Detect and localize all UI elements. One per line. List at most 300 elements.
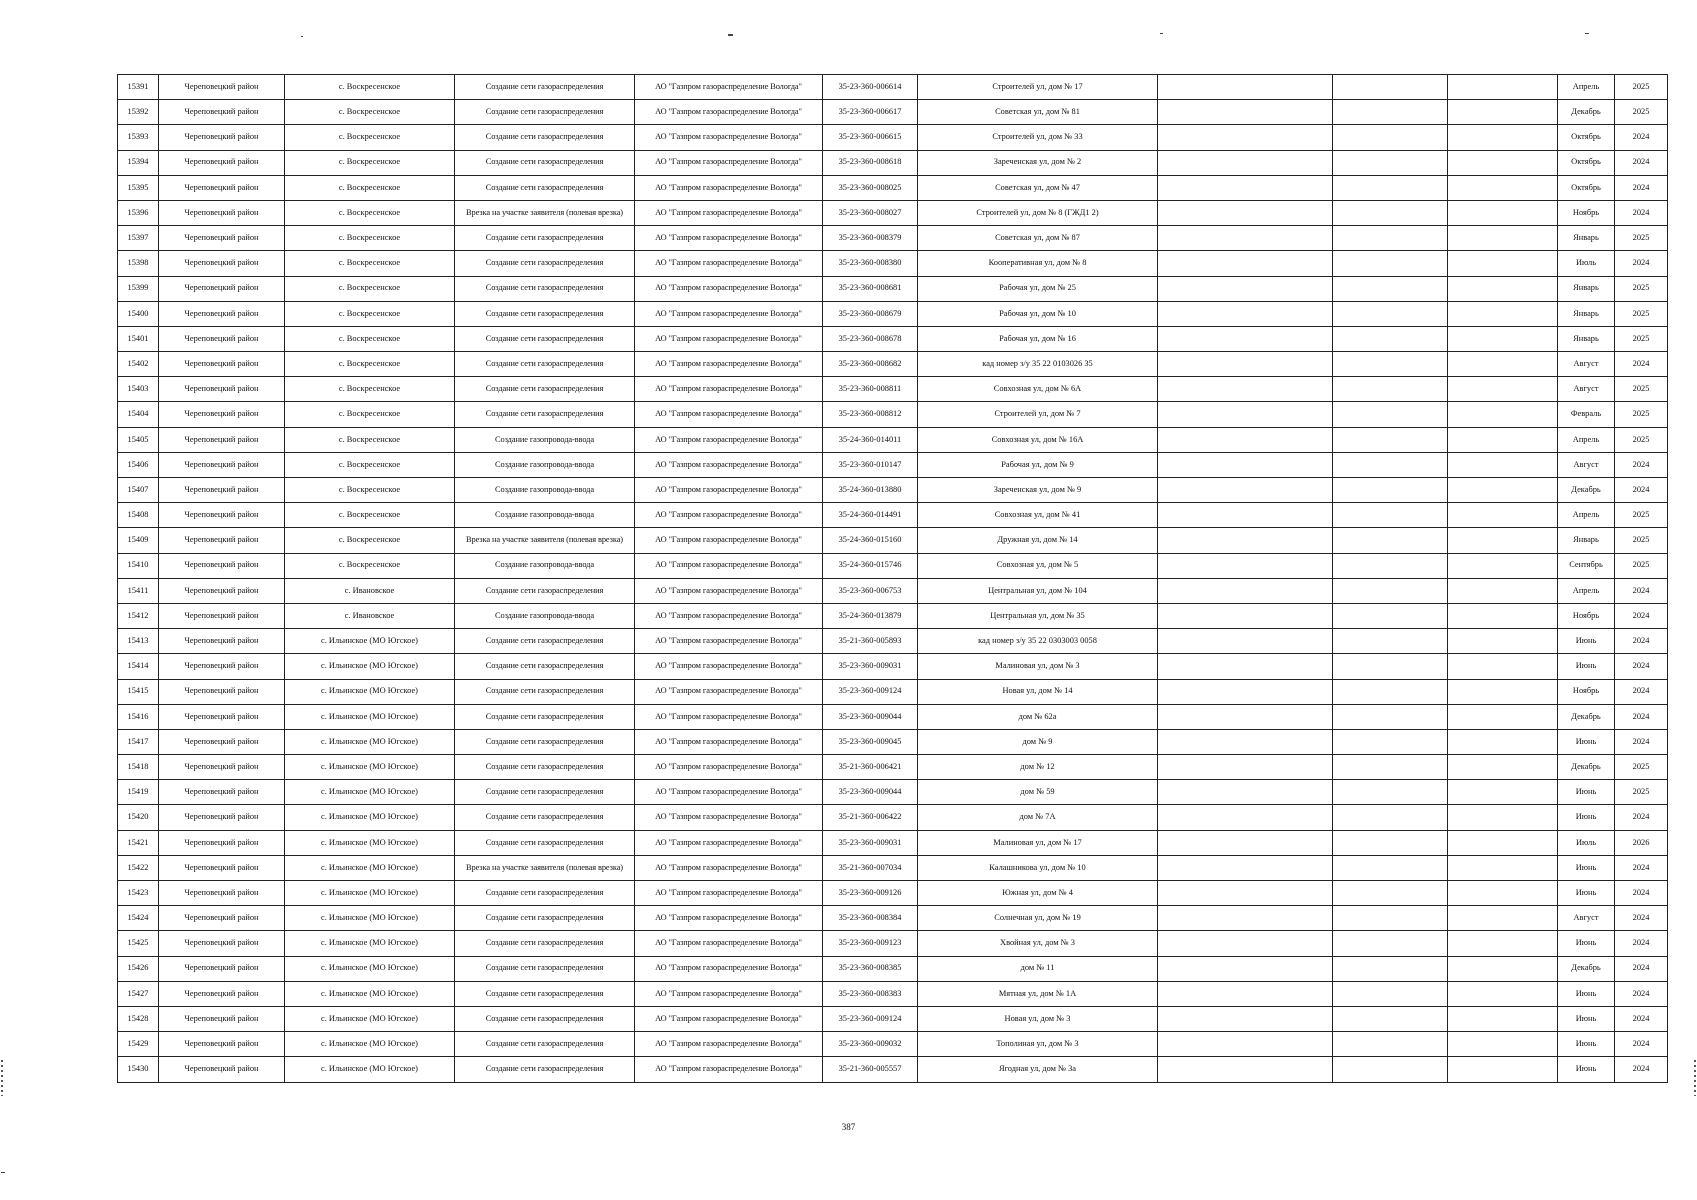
empty-cell <box>1333 75 1448 100</box>
empty-cell <box>1333 729 1448 754</box>
settlement-cell: с. Воскресенское <box>285 251 455 276</box>
year-cell: 2025 <box>1615 553 1668 578</box>
empty-cell <box>1158 654 1333 679</box>
empty-cell <box>1333 981 1448 1006</box>
year-cell: 2025 <box>1615 427 1668 452</box>
application-code-cell: 35-23-360-009124 <box>823 679 918 704</box>
settlement-cell: с. Воскресенское <box>285 125 455 150</box>
empty-cell <box>1333 100 1448 125</box>
work-type-cell: Создание сети газораспределения <box>455 402 635 427</box>
organization-cell: АО "Газпром газораспределение Вологда" <box>635 956 823 981</box>
year-cell: 2025 <box>1615 377 1668 402</box>
empty-cell <box>1333 528 1448 553</box>
organization-cell: АО "Газпром газораспределение Вологда" <box>635 427 823 452</box>
work-type-cell: Создание сети газораспределения <box>455 125 635 150</box>
empty-cell <box>1448 226 1558 251</box>
address-cell: Южная ул, дом № 4 <box>918 881 1158 906</box>
settlement-cell: с. Ильинское (МО Югское) <box>285 855 455 880</box>
row-number-cell: 15420 <box>118 805 159 830</box>
year-cell: 2024 <box>1615 704 1668 729</box>
organization-cell: АО "Газпром газораспределение Вологда" <box>635 906 823 931</box>
application-code-cell: 35-23-360-006614 <box>823 75 918 100</box>
empty-cell <box>1158 780 1333 805</box>
organization-cell: АО "Газпром газораспределение Вологда" <box>635 1006 823 1031</box>
table-row <box>118 629 1668 654</box>
address-cell: кад номер з/у 35 22 0303003 0058 <box>918 629 1158 654</box>
month-cell: Август <box>1558 452 1615 477</box>
empty-cell <box>1333 478 1448 503</box>
empty-cell <box>1158 226 1333 251</box>
year-cell: 2024 <box>1615 679 1668 704</box>
empty-cell <box>1448 251 1558 276</box>
address-cell: Солнечная ул, дом № 19 <box>918 906 1158 931</box>
row-number-cell: 15428 <box>118 1006 159 1031</box>
year-cell: 2025 <box>1615 402 1668 427</box>
empty-cell <box>1448 603 1558 628</box>
organization-cell: АО "Газпром газораспределение Вологда" <box>635 402 823 427</box>
empty-cell <box>1448 75 1558 100</box>
application-code-cell: 35-24-360-013880 <box>823 478 918 503</box>
work-type-cell: Создание сети газораспределения <box>455 805 635 830</box>
month-cell: Июнь <box>1558 855 1615 880</box>
organization-cell: АО "Газпром газораспределение Вологда" <box>635 805 823 830</box>
organization-cell: АО "Газпром газораспределение Вологда" <box>635 830 823 855</box>
row-number-cell: 15415 <box>118 679 159 704</box>
empty-cell <box>1333 452 1448 477</box>
settlement-cell: с. Ивановское <box>285 578 455 603</box>
table-row <box>118 175 1668 200</box>
table-row <box>118 729 1668 754</box>
month-cell: Январь <box>1558 226 1615 251</box>
month-cell: Июнь <box>1558 780 1615 805</box>
table-row <box>118 276 1668 301</box>
empty-cell <box>1448 729 1558 754</box>
settlement-cell: с. Ильинское (МО Югское) <box>285 729 455 754</box>
year-cell: 2025 <box>1615 301 1668 326</box>
district-cell: Череповецкий район <box>159 200 285 225</box>
application-code-cell: 35-23-360-009031 <box>823 830 918 855</box>
application-code-cell: 35-23-360-008027 <box>823 200 918 225</box>
organization-cell: АО "Газпром газораспределение Вологда" <box>635 704 823 729</box>
application-code-cell: 35-23-360-008679 <box>823 301 918 326</box>
empty-cell <box>1333 1006 1448 1031</box>
year-cell: 2024 <box>1615 603 1668 628</box>
district-cell: Череповецкий район <box>159 780 285 805</box>
empty-cell <box>1448 679 1558 704</box>
table-body <box>118 75 1668 1083</box>
district-cell: Череповецкий район <box>159 427 285 452</box>
table-row <box>118 654 1668 679</box>
year-cell: 2024 <box>1615 1006 1668 1031</box>
table-row <box>118 150 1668 175</box>
application-code-cell: 35-23-360-008379 <box>823 226 918 251</box>
table-row <box>118 981 1668 1006</box>
month-cell: Июнь <box>1558 981 1615 1006</box>
application-code-cell: 35-23-360-008678 <box>823 326 918 351</box>
year-cell: 2024 <box>1615 729 1668 754</box>
empty-cell <box>1158 402 1333 427</box>
table-row <box>118 931 1668 956</box>
year-cell: 2026 <box>1615 830 1668 855</box>
address-cell: Совхозная ул, дом № 41 <box>918 503 1158 528</box>
empty-cell <box>1158 200 1333 225</box>
address-cell: Зареченская ул, дом № 9 <box>918 478 1158 503</box>
application-code-cell: 35-23-360-008385 <box>823 956 918 981</box>
work-type-cell: Создание сети газораспределения <box>455 729 635 754</box>
address-cell: дом № 7А <box>918 805 1158 830</box>
month-cell: Август <box>1558 906 1615 931</box>
settlement-cell: с. Воскресенское <box>285 150 455 175</box>
empty-cell <box>1158 881 1333 906</box>
district-cell: Череповецкий район <box>159 981 285 1006</box>
table-row <box>118 427 1668 452</box>
empty-cell <box>1333 377 1448 402</box>
empty-cell <box>1333 704 1448 729</box>
table-row <box>118 226 1668 251</box>
settlement-cell: с. Ильинское (МО Югское) <box>285 704 455 729</box>
month-cell: Декабрь <box>1558 755 1615 780</box>
address-cell: Центральная ул, дом № 35 <box>918 603 1158 628</box>
empty-cell <box>1158 906 1333 931</box>
year-cell: 2024 <box>1615 200 1668 225</box>
organization-cell: АО "Газпром газораспределение Вологда" <box>635 679 823 704</box>
organization-cell: АО "Газпром газораспределение Вологда" <box>635 352 823 377</box>
empty-cell <box>1333 830 1448 855</box>
table-row <box>118 326 1668 351</box>
year-cell: 2024 <box>1615 956 1668 981</box>
row-number-cell: 15411 <box>118 578 159 603</box>
work-type-cell: Создание газопровода-ввода <box>455 452 635 477</box>
row-number-cell: 15419 <box>118 780 159 805</box>
empty-cell <box>1333 150 1448 175</box>
empty-cell <box>1448 1057 1558 1082</box>
district-cell: Череповецкий район <box>159 629 285 654</box>
empty-cell <box>1448 402 1558 427</box>
address-cell: Дружная ул, дом № 14 <box>918 528 1158 553</box>
address-cell: кад номер з/у 35 22 0103026 35 <box>918 352 1158 377</box>
work-type-cell: Создание сети газораспределения <box>455 1057 635 1082</box>
empty-cell <box>1333 251 1448 276</box>
application-code-cell: 35-23-360-008681 <box>823 276 918 301</box>
empty-cell <box>1448 931 1558 956</box>
application-code-cell: 35-23-360-008384 <box>823 906 918 931</box>
row-number-cell: 15430 <box>118 1057 159 1082</box>
scan-edge-right <box>1694 1060 1696 1096</box>
row-number-cell: 15391 <box>118 75 159 100</box>
row-number-cell: 15408 <box>118 503 159 528</box>
district-cell: Череповецкий район <box>159 1006 285 1031</box>
work-type-cell: Создание сети газораспределения <box>455 931 635 956</box>
row-number-cell: 15392 <box>118 100 159 125</box>
empty-cell <box>1158 629 1333 654</box>
application-code-cell: 35-23-360-009126 <box>823 881 918 906</box>
month-cell: Ноябрь <box>1558 679 1615 704</box>
application-code-cell: 35-23-360-008618 <box>823 150 918 175</box>
address-cell: Совхозная ул, дом № 5 <box>918 553 1158 578</box>
district-cell: Череповецкий район <box>159 503 285 528</box>
settlement-cell: с. Ильинское (МО Югское) <box>285 956 455 981</box>
organization-cell: АО "Газпром газораспределение Вологда" <box>635 629 823 654</box>
row-number-cell: 15406 <box>118 452 159 477</box>
table-row <box>118 704 1668 729</box>
organization-cell: АО "Газпром газораспределение Вологда" <box>635 478 823 503</box>
district-cell: Череповецкий район <box>159 931 285 956</box>
work-type-cell: Врезка на участке заявителя (полевая врезка) <box>455 200 635 225</box>
empty-cell <box>1333 654 1448 679</box>
year-cell: 2024 <box>1615 629 1668 654</box>
application-code-cell: 35-23-360-009044 <box>823 780 918 805</box>
empty-cell <box>1333 780 1448 805</box>
district-cell: Череповецкий район <box>159 956 285 981</box>
settlement-cell: с. Воскресенское <box>285 175 455 200</box>
table-row <box>118 956 1668 981</box>
empty-cell <box>1448 805 1558 830</box>
application-code-cell: 35-21-360-006422 <box>823 805 918 830</box>
application-code-cell: 35-21-360-006421 <box>823 755 918 780</box>
work-type-cell: Создание сети газораспределения <box>455 629 635 654</box>
organization-cell: АО "Газпром газораспределение Вологда" <box>635 503 823 528</box>
work-type-cell: Создание газопровода-ввода <box>455 603 635 628</box>
address-cell: Рабочая ул, дом № 10 <box>918 301 1158 326</box>
application-code-cell: 35-23-360-009123 <box>823 931 918 956</box>
empty-cell <box>1158 704 1333 729</box>
application-code-cell: 35-23-360-009045 <box>823 729 918 754</box>
application-code-cell: 35-24-360-013879 <box>823 603 918 628</box>
settlement-cell: с. Ильинское (МО Югское) <box>285 906 455 931</box>
address-cell: Строителей ул, дом № 7 <box>918 402 1158 427</box>
settlement-cell: с. Воскресенское <box>285 503 455 528</box>
empty-cell <box>1158 503 1333 528</box>
district-cell: Череповецкий район <box>159 402 285 427</box>
empty-cell <box>1158 1032 1333 1057</box>
month-cell: Октябрь <box>1558 125 1615 150</box>
empty-cell <box>1448 125 1558 150</box>
empty-cell <box>1333 881 1448 906</box>
application-code-cell: 35-23-360-008682 <box>823 352 918 377</box>
empty-cell <box>1158 326 1333 351</box>
work-type-cell: Создание сети газораспределения <box>455 755 635 780</box>
table-row <box>118 478 1668 503</box>
empty-cell <box>1448 528 1558 553</box>
district-cell: Череповецкий район <box>159 805 285 830</box>
empty-cell <box>1448 906 1558 931</box>
settlement-cell: с. Воскресенское <box>285 452 455 477</box>
address-cell: Мятная ул, дом № 1А <box>918 981 1158 1006</box>
empty-cell <box>1158 956 1333 981</box>
empty-cell <box>1158 301 1333 326</box>
application-code-cell: 35-23-360-006753 <box>823 578 918 603</box>
month-cell: Апрель <box>1558 503 1615 528</box>
work-type-cell: Создание сети газораспределения <box>455 578 635 603</box>
table-row <box>118 830 1668 855</box>
month-cell: Июнь <box>1558 805 1615 830</box>
application-code-cell: 35-21-360-005893 <box>823 629 918 654</box>
address-cell: Рабочая ул, дом № 9 <box>918 452 1158 477</box>
empty-cell <box>1448 855 1558 880</box>
address-cell: Советская ул, дом № 81 <box>918 100 1158 125</box>
year-cell: 2024 <box>1615 906 1668 931</box>
address-cell: дом № 62а <box>918 704 1158 729</box>
organization-cell: АО "Газпром газораспределение Вологда" <box>635 125 823 150</box>
district-cell: Череповецкий район <box>159 377 285 402</box>
settlement-cell: с. Ильинское (МО Югское) <box>285 1006 455 1031</box>
district-cell: Череповецкий район <box>159 75 285 100</box>
address-cell: Совхозная ул, дом № 6А <box>918 377 1158 402</box>
month-cell: Июнь <box>1558 654 1615 679</box>
empty-cell <box>1158 276 1333 301</box>
row-number-cell: 15418 <box>118 755 159 780</box>
empty-cell <box>1333 603 1448 628</box>
month-cell: Июнь <box>1558 629 1615 654</box>
year-cell: 2025 <box>1615 326 1668 351</box>
month-cell: Декабрь <box>1558 956 1615 981</box>
table-row <box>118 755 1668 780</box>
organization-cell: АО "Газпром газораспределение Вологда" <box>635 301 823 326</box>
district-cell: Череповецкий район <box>159 830 285 855</box>
month-cell: Январь <box>1558 326 1615 351</box>
district-cell: Череповецкий район <box>159 301 285 326</box>
district-cell: Череповецкий район <box>159 528 285 553</box>
empty-cell <box>1158 478 1333 503</box>
year-cell: 2024 <box>1615 881 1668 906</box>
row-number-cell: 15400 <box>118 301 159 326</box>
empty-cell <box>1333 276 1448 301</box>
empty-cell <box>1448 956 1558 981</box>
row-number-cell: 15397 <box>118 226 159 251</box>
year-cell: 2024 <box>1615 981 1668 1006</box>
district-cell: Череповецкий район <box>159 881 285 906</box>
address-cell: Малиновая ул, дом № 3 <box>918 654 1158 679</box>
empty-cell <box>1333 629 1448 654</box>
organization-cell: АО "Газпром газораспределение Вологда" <box>635 780 823 805</box>
settlement-cell: с. Ильинское (МО Югское) <box>285 1032 455 1057</box>
organization-cell: АО "Газпром газораспределение Вологда" <box>635 603 823 628</box>
address-cell: Рабочая ул, дом № 25 <box>918 276 1158 301</box>
empty-cell <box>1333 1057 1448 1082</box>
district-cell: Череповецкий район <box>159 755 285 780</box>
district-cell: Череповецкий район <box>159 1032 285 1057</box>
year-cell: 2025 <box>1615 528 1668 553</box>
address-cell: дом № 11 <box>918 956 1158 981</box>
work-type-cell: Создание газопровода-ввода <box>455 503 635 528</box>
organization-cell: АО "Газпром газораспределение Вологда" <box>635 855 823 880</box>
table-row <box>118 528 1668 553</box>
month-cell: Декабрь <box>1558 704 1615 729</box>
organization-cell: АО "Газпром газораспределение Вологда" <box>635 452 823 477</box>
work-type-cell: Врезка на участке заявителя (полевая врезка) <box>455 855 635 880</box>
organization-cell: АО "Газпром газораспределение Вологда" <box>635 226 823 251</box>
organization-cell: АО "Газпром газораспределение Вологда" <box>635 1057 823 1082</box>
settlement-cell: с. Воскресенское <box>285 528 455 553</box>
row-number-cell: 15407 <box>118 478 159 503</box>
work-type-cell: Создание сети газораспределения <box>455 881 635 906</box>
year-cell: 2024 <box>1615 452 1668 477</box>
address-cell: дом № 59 <box>918 780 1158 805</box>
table-row <box>118 881 1668 906</box>
year-cell: 2024 <box>1615 125 1668 150</box>
settlement-cell: с. Воскресенское <box>285 553 455 578</box>
month-cell: Январь <box>1558 528 1615 553</box>
month-cell: Апрель <box>1558 578 1615 603</box>
month-cell: Декабрь <box>1558 478 1615 503</box>
address-cell: Новая ул, дом № 3 <box>918 1006 1158 1031</box>
application-code-cell: 35-23-360-008811 <box>823 377 918 402</box>
empty-cell <box>1158 75 1333 100</box>
row-number-cell: 15403 <box>118 377 159 402</box>
work-type-cell: Создание сети газораспределения <box>455 75 635 100</box>
work-type-cell: Создание сети газораспределения <box>455 1032 635 1057</box>
empty-cell <box>1158 1006 1333 1031</box>
year-cell: 2024 <box>1615 352 1668 377</box>
work-type-cell: Создание сети газораспределения <box>455 654 635 679</box>
empty-cell <box>1448 629 1558 654</box>
empty-cell <box>1158 377 1333 402</box>
address-cell: Ягодная ул, дом № 3а <box>918 1057 1158 1082</box>
empty-cell <box>1158 931 1333 956</box>
settlement-cell: с. Воскресенское <box>285 326 455 351</box>
year-cell: 2024 <box>1615 931 1668 956</box>
work-type-cell: Создание сети газораспределения <box>455 276 635 301</box>
address-cell: Зареченская ул, дом № 2 <box>918 150 1158 175</box>
empty-cell <box>1158 679 1333 704</box>
empty-cell <box>1333 503 1448 528</box>
work-type-cell: Создание сети газораспределения <box>455 251 635 276</box>
application-code-cell: 35-23-360-009032 <box>823 1032 918 1057</box>
month-cell: Апрель <box>1558 427 1615 452</box>
data-table <box>117 74 1668 1083</box>
empty-cell <box>1448 301 1558 326</box>
organization-cell: АО "Газпром газораспределение Вологда" <box>635 175 823 200</box>
row-number-cell: 15429 <box>118 1032 159 1057</box>
district-cell: Череповецкий район <box>159 1057 285 1082</box>
month-cell: Февраль <box>1558 402 1615 427</box>
application-code-cell: 35-23-360-008025 <box>823 175 918 200</box>
year-cell: 2024 <box>1615 805 1668 830</box>
district-cell: Череповецкий район <box>159 654 285 679</box>
application-code-cell: 35-24-360-014011 <box>823 427 918 452</box>
year-cell: 2025 <box>1615 503 1668 528</box>
settlement-cell: с. Ильинское (МО Югское) <box>285 981 455 1006</box>
row-number-cell: 15399 <box>118 276 159 301</box>
work-type-cell: Создание сети газораспределения <box>455 326 635 351</box>
empty-cell <box>1448 175 1558 200</box>
empty-cell <box>1448 981 1558 1006</box>
row-number-cell: 15416 <box>118 704 159 729</box>
year-cell: 2025 <box>1615 276 1668 301</box>
scan-artifact <box>1160 33 1163 34</box>
settlement-cell: с. Воскресенское <box>285 427 455 452</box>
row-number-cell: 15404 <box>118 402 159 427</box>
empty-cell <box>1333 427 1448 452</box>
address-cell: Советская ул, дом № 47 <box>918 175 1158 200</box>
row-number-cell: 15398 <box>118 251 159 276</box>
district-cell: Череповецкий район <box>159 729 285 754</box>
table-row <box>118 125 1668 150</box>
organization-cell: АО "Газпром газораспределение Вологда" <box>635 150 823 175</box>
year-cell: 2024 <box>1615 150 1668 175</box>
table-row <box>118 603 1668 628</box>
application-code-cell: 35-23-360-008380 <box>823 251 918 276</box>
year-cell: 2024 <box>1615 175 1668 200</box>
empty-cell <box>1158 1057 1333 1082</box>
empty-cell <box>1448 150 1558 175</box>
row-number-cell: 15395 <box>118 175 159 200</box>
settlement-cell: с. Воскресенское <box>285 200 455 225</box>
table-row <box>118 553 1668 578</box>
organization-cell: АО "Газпром газораспределение Вологда" <box>635 981 823 1006</box>
table-row <box>118 452 1668 477</box>
district-cell: Череповецкий район <box>159 150 285 175</box>
